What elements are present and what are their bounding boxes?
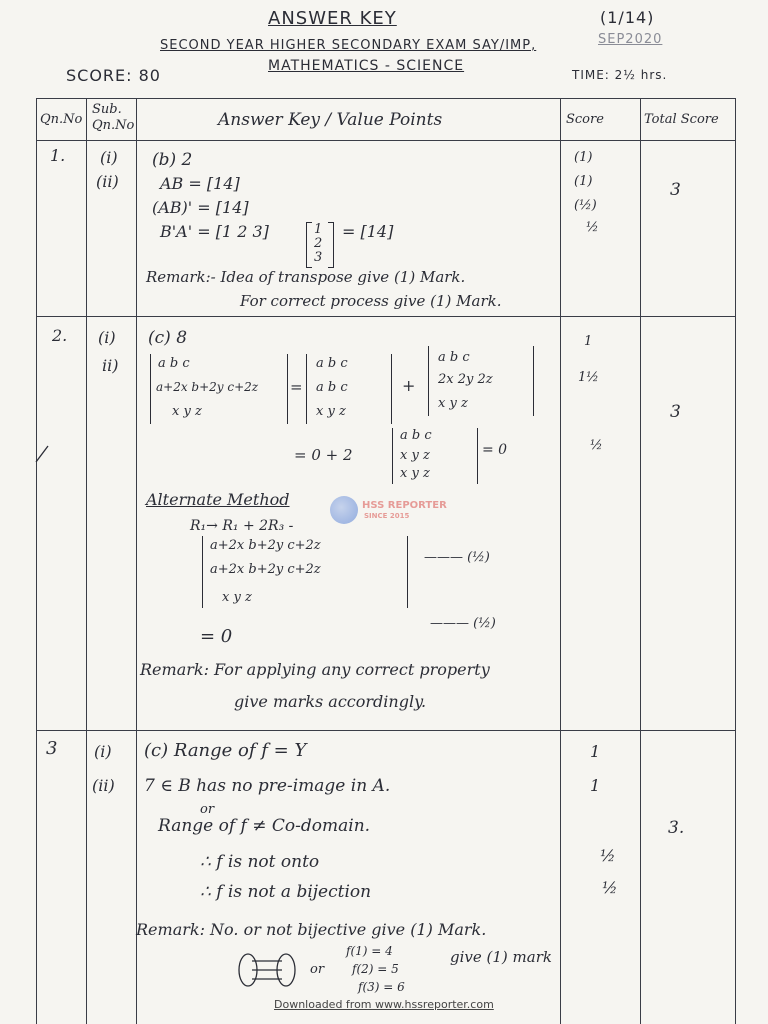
q2-number: 2. xyxy=(52,326,68,345)
q3-number: 3 xyxy=(46,738,58,759)
q2-det4-row1: a b c xyxy=(400,428,432,443)
q2-equals-2: = 0 + 2 xyxy=(294,446,353,464)
q1-matrix-2: 2 xyxy=(314,236,323,251)
q2-half-mark-1: ——— (½) xyxy=(424,550,490,565)
q2-score-1: 1 xyxy=(584,334,593,349)
q1-number: 1. xyxy=(50,146,66,165)
exam-line: SECOND YEAR HIGHER SECONDARY EXAM SAY/IMP, xyxy=(160,38,537,53)
q1-score-3: (½) xyxy=(574,198,597,213)
q3-give-mark: give (1) mark xyxy=(450,948,552,966)
q2-remark-1: Remark: For applying any correct property xyxy=(140,660,490,679)
column-header-score: Score xyxy=(566,112,604,127)
max-score: SCORE: 80 xyxy=(66,66,161,85)
margin-mark xyxy=(34,444,50,468)
page-title: ANSWER KEY xyxy=(268,8,397,29)
q1-sub-ii: (ii) xyxy=(96,172,119,191)
q1-matrix-1: 1 xyxy=(314,222,323,237)
q3-line-not-bijection: ∴ f is not a bijection xyxy=(200,882,372,902)
mapping-arrows-icon xyxy=(236,952,300,988)
q3-f1: f(1) = 4 xyxy=(346,944,393,958)
q2-result-zero: = 0 xyxy=(200,626,233,647)
q2-det2-row2: a b c xyxy=(316,380,348,395)
q2-det2-row1: a b c xyxy=(316,356,348,371)
q2-det3-row1: a b c xyxy=(438,350,470,365)
q3-or-1: or xyxy=(200,802,215,817)
q3-answer-i: (c) Range of f = Y xyxy=(144,740,307,761)
q1-line-ab-transpose: (AB)' = [14] xyxy=(152,198,249,217)
table-left-border xyxy=(36,98,37,1024)
q1-score-1: (1) xyxy=(574,150,593,165)
q1-sub-i: (i) xyxy=(100,148,118,167)
column-header-qno: Qn.No xyxy=(40,112,83,127)
q3-score-4: ½ xyxy=(602,878,618,897)
header-row-border xyxy=(36,140,736,141)
q2-det1-row2: a+2x b+2y c+2z xyxy=(156,380,259,394)
q3-line-preimage: 7 ∈ B has no pre-image in A. xyxy=(144,776,391,796)
page-number: (1/14) xyxy=(600,8,655,27)
q2-det4-row2: x y z xyxy=(400,448,430,463)
column-header-total: Total Score xyxy=(644,112,719,127)
q2-answer-i: (c) 8 xyxy=(148,328,188,348)
q2-det1-row1: a b c xyxy=(158,356,190,371)
row-1-border xyxy=(36,316,736,317)
table-top-border xyxy=(36,98,736,99)
column-header-answer: Answer Key / Value Points xyxy=(218,110,443,130)
q3-score-2: 1 xyxy=(590,776,601,795)
q2-alternate-method: Alternate Method xyxy=(146,490,290,509)
q2-det5-row2: a+2x b+2y c+2z xyxy=(210,562,321,577)
q1-remark-2: For correct process give (1) Mark. xyxy=(240,292,502,310)
q1-line-ab: AB = [14] xyxy=(160,174,240,193)
answer-column-border xyxy=(560,98,561,1024)
exam-date: SEP2020 xyxy=(598,32,663,47)
q2-equals-3: = 0 xyxy=(482,442,508,458)
column-header-sub: Sub. Qn.No xyxy=(92,102,135,133)
q3-mapping-diagram xyxy=(236,952,300,988)
q3-score-1: 1 xyxy=(590,742,601,761)
q1-score-4: ½ xyxy=(586,220,599,235)
q2-det5-row3: x y z xyxy=(222,590,252,605)
q2-half-mark-2: ——— (½) xyxy=(430,616,496,631)
q3-sub-ii: (ii) xyxy=(92,776,115,795)
q2-det3-row2: 2x 2y 2z xyxy=(438,372,493,387)
q3-score-3: ½ xyxy=(600,846,616,865)
q2-score-3: ½ xyxy=(590,438,603,453)
q2-det5-row1: a+2x b+2y c+2z xyxy=(210,538,321,553)
q3-or-2: or xyxy=(310,962,325,977)
q1-line-ba-result: = [14] xyxy=(342,222,394,241)
qno-column-border xyxy=(86,98,87,1024)
q3-remark-1: Remark: No. or not bijective give (1) Mark. xyxy=(136,920,487,939)
q3-f3: f(3) = 6 xyxy=(358,980,405,994)
q2-plus: + xyxy=(402,376,416,395)
q2-score-2: 1½ xyxy=(578,370,599,385)
subject-title: MATHEMATICS - SCIENCE xyxy=(268,58,465,74)
q2-equals-1: = xyxy=(290,378,303,396)
q1-answer-i: (b) 2 xyxy=(152,150,193,170)
q1-column-bracket-right xyxy=(328,222,334,268)
q1-matrix-3: 3 xyxy=(314,250,323,265)
footer-download-link[interactable]: Downloaded from www.hssreporter.com xyxy=(274,998,494,1011)
row-2-border xyxy=(36,730,736,731)
q2-sub-i: (i) xyxy=(98,328,116,347)
sub-column-border xyxy=(136,98,137,1024)
q1-line-ba: B'A' = [1 2 3] xyxy=(160,222,269,241)
q2-det1-row3: x y z xyxy=(172,404,202,419)
q3-line-range: Range of f ≠ Co-domain. xyxy=(158,816,371,836)
q2-det3-row3: x y z xyxy=(438,396,468,411)
q2-row-operation: R₁→ R₁ + 2R₃ - xyxy=(190,518,294,534)
q1-remark-1: Remark:- Idea of transpose give (1) Mark. xyxy=(146,268,466,286)
time-allowed: TIME: 2½ hrs. xyxy=(572,68,668,82)
watermark-title: HSS REPORTER xyxy=(362,500,447,511)
q3-line-not-onto: ∴ f is not onto xyxy=(200,852,320,872)
score-column-border xyxy=(640,98,641,1024)
q2-sub-ii: ii) xyxy=(102,356,119,375)
q2-total: 3 xyxy=(670,402,681,422)
q3-sub-i: (i) xyxy=(94,742,112,761)
q1-total: 3 xyxy=(670,180,681,200)
q1-score-2: (1) xyxy=(574,174,593,189)
q2-remark-2: give marks accordingly. xyxy=(234,692,427,711)
q3-f2: f(2) = 5 xyxy=(352,962,399,976)
watermark-logo-icon xyxy=(330,496,358,524)
table-right-border xyxy=(735,98,736,1024)
q1-column-bracket-left xyxy=(306,222,312,268)
q3-total: 3. xyxy=(668,818,685,838)
watermark-subtitle: SINCE 2015 xyxy=(364,512,410,520)
q2-det2-row3: x y z xyxy=(316,404,346,419)
q2-det4-row3: x y z xyxy=(400,466,430,481)
